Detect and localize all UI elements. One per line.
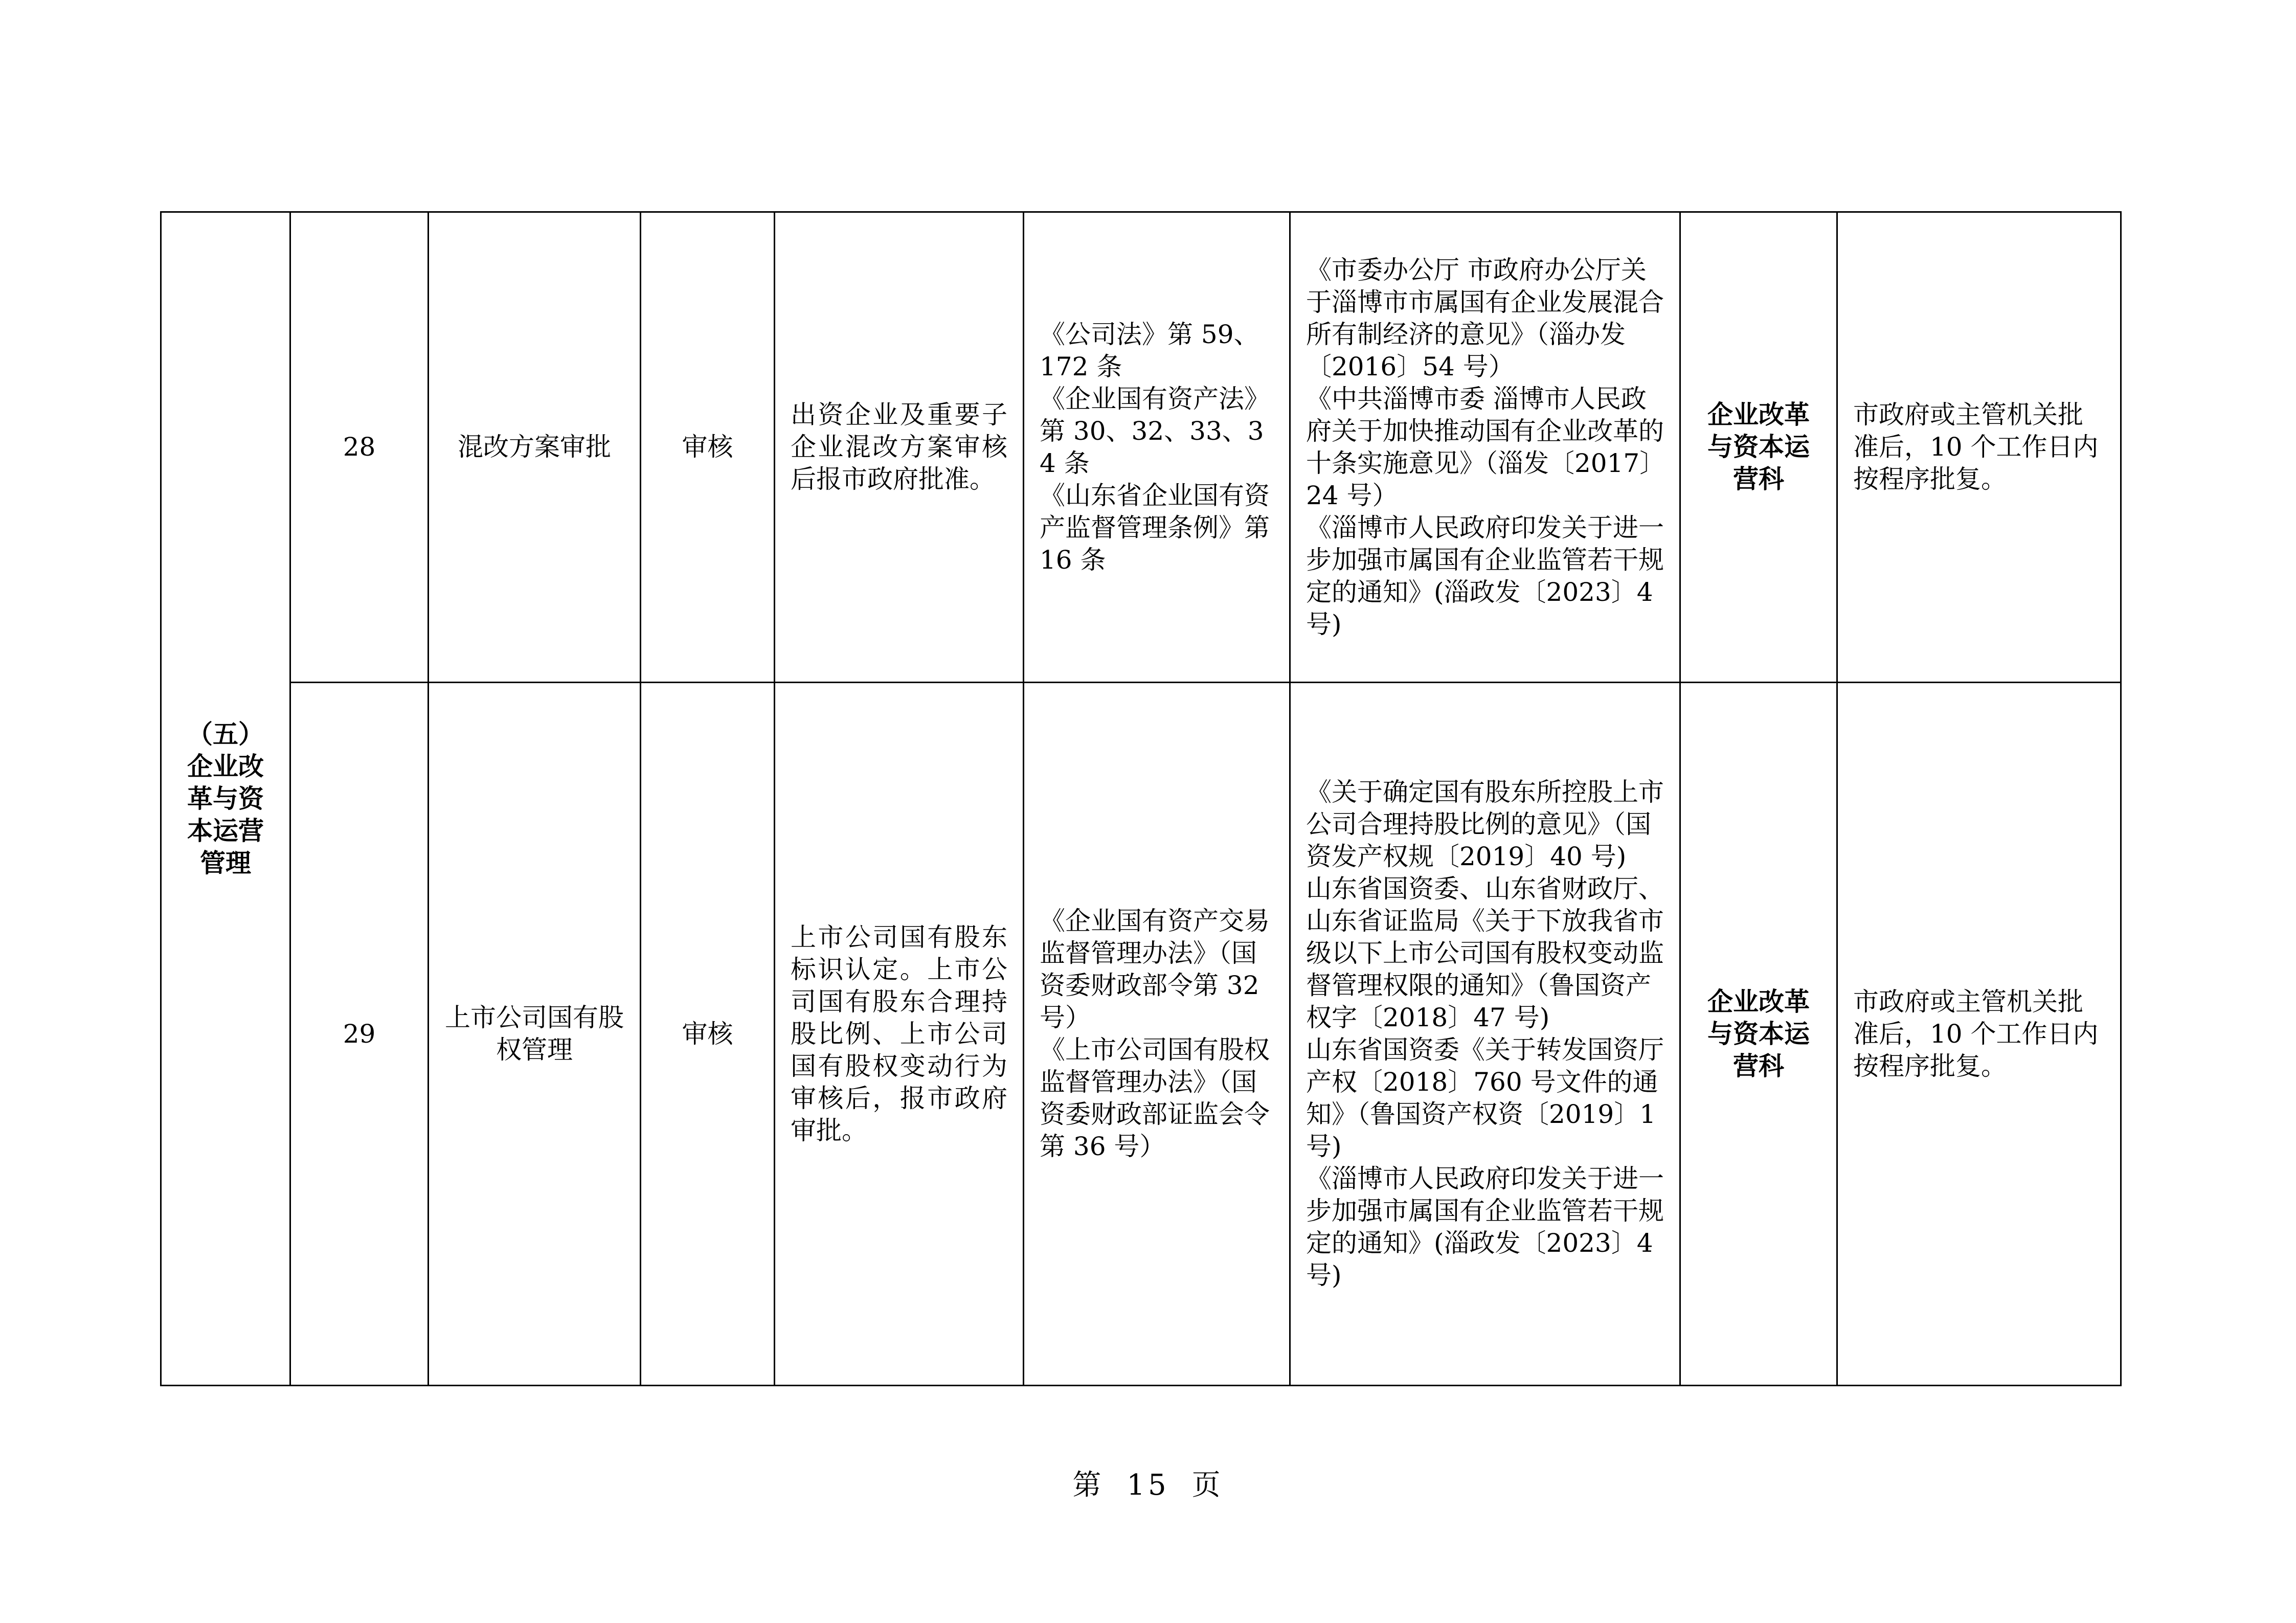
page-number [0,1462,2296,1503]
item-time-limit: 市政府或主管机关批准后，10 个工作日内按程序批复。 [1837,212,2121,683]
item-name: 上市公司国有股权管理 [429,683,641,1386]
page-number-prefix: 第 [1072,1469,1105,1502]
page-number-value: 15 [1127,1469,1169,1502]
item-law-basis: 《企业国有资产交易监督管理办法》（国资委财政部令第 32 号） 《上市公司国有股权监督管理办法》（国资委财政部证监会令第 36 号） [1024,683,1290,1386]
item-name: 混改方案审批 [429,212,641,683]
item-content: 出资企业及重要子企业混改方案审核后报市政府批准。 [775,212,1024,683]
page-number-suffix: 页 [1191,1469,1224,1502]
table-row [161,683,2121,1386]
items-table [160,211,2122,1386]
item-type: 审核 [641,212,775,683]
item-number: 28 [290,212,429,683]
item-number: 29 [290,683,429,1386]
item-policy-basis: 《市委办公厅 市政府办公厅关于淄博市市属国有企业发展混合所有制经济的意见》（淄办发〔2016〕54 号） 《中共淄博市委 淄博市人民政府关于加快推动国有企业改革的十条实施意见》（淄发〔2017〕24 号） 《淄博市人民政府印发关于进一步加强市属国有企业监管若干规定的通知》(淄政发〔2023〕4 号) [1290,212,1680,683]
category-cell: （五）企业改革与资本运营管理 [161,212,290,1386]
item-time-limit: 市政府或主管机关批准后，10 个工作日内按程序批复。 [1837,683,2121,1386]
item-department: 企业改革与资本运营科 [1680,212,1837,683]
item-department: 企业改革与资本运营科 [1680,683,1837,1386]
item-law-basis: 《公司法》第 59、172 条 《企业国有资产法》第 30、32、33、34 条 《山东省企业国有资产监督管理条例》第 16 条 [1024,212,1290,683]
item-type: 审核 [641,683,775,1386]
item-content: 上市公司国有股东标识认定。上市公司国有股东合理持股比例、上市公司国有股权变动行为审核后，报市政府审批。 [775,683,1024,1386]
item-policy-basis: 《关于确定国有股东所控股上市公司合理持股比例的意见》（国资发产权规〔2019〕40 号) 山东省国资委、山东省财政厅、山东省证监局《关于下放我省市级以下上市公司国有股权变动监督管理权限的通知》（鲁国资产权字〔2018〕47 号) 山东省国资委《关于转发国资厅产权〔2018〕760 号文件的通知》（鲁国资产权资〔2019〕1 号) 《淄博市人民政府印发关于进一步加强市属国有企业监管若干规定的通知》(淄政发〔2023〕4 号) [1290,683,1680,1386]
table-row [161,212,2121,683]
